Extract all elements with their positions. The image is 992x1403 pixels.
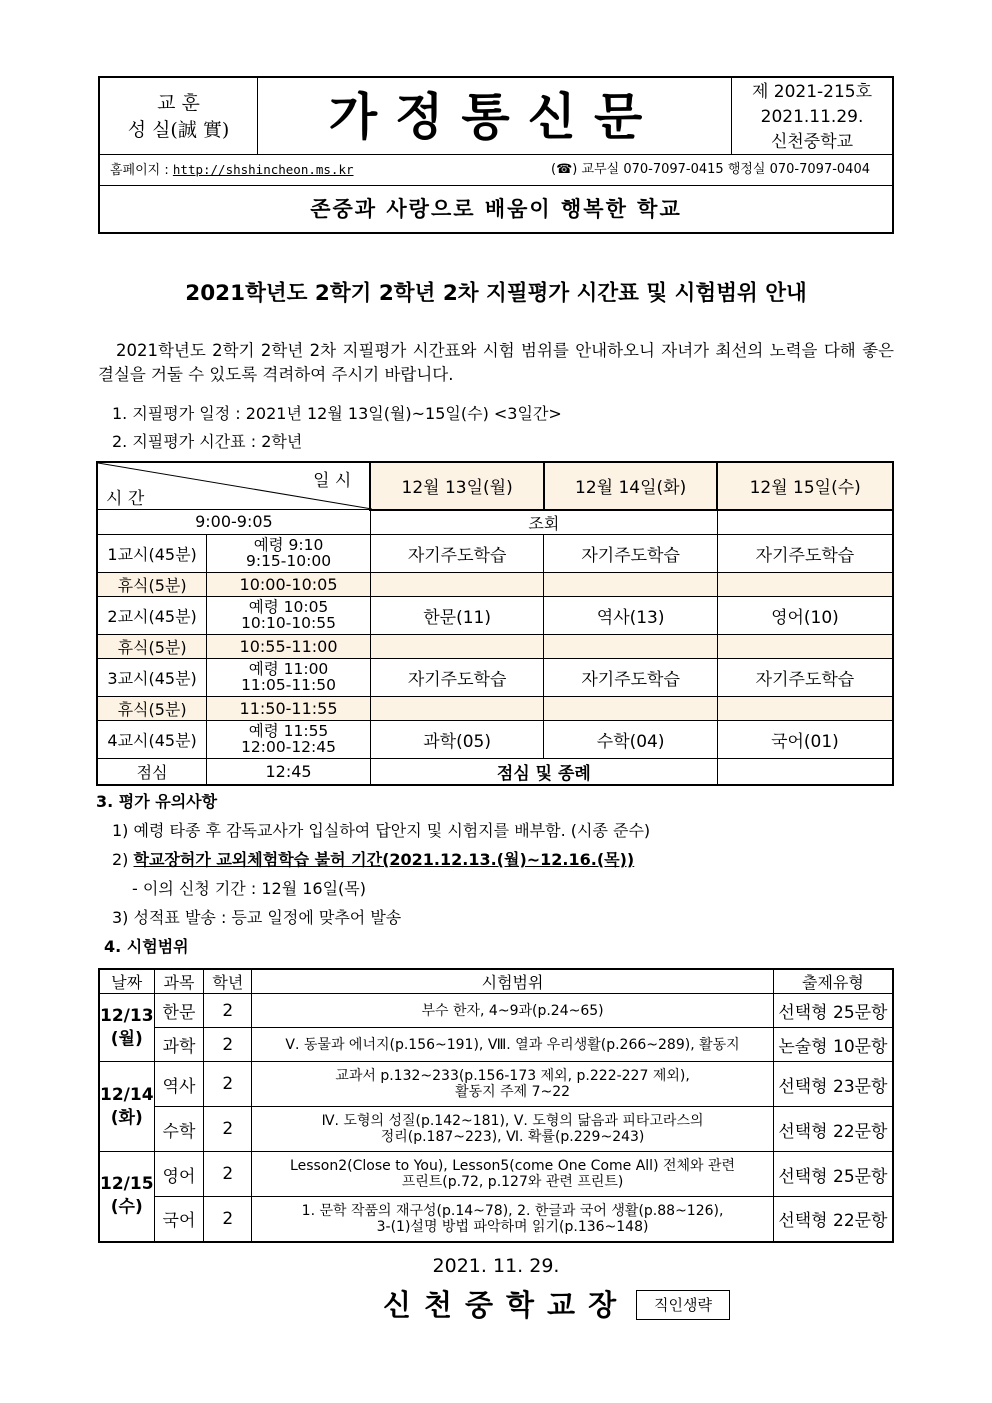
period-time xyxy=(207,658,371,696)
timetable-row xyxy=(97,658,893,696)
subject-cell: 과학(05) xyxy=(370,720,544,758)
exam-range-line: 프린트(p.72, p.127와 관련 프린트) xyxy=(401,1174,624,1190)
empty-cell xyxy=(717,572,893,596)
warning-bell-time: 예령 9:10 xyxy=(253,536,324,554)
contact-row xyxy=(100,155,892,186)
timetable-heading: 2. 지필평가 시간표 : 2학년 xyxy=(112,432,303,451)
warning-bell-time: 예령 11:55 xyxy=(248,722,329,740)
corner-time-label: 시 간 xyxy=(106,489,145,509)
grade: 2 xyxy=(204,1107,252,1152)
range-row xyxy=(99,1197,893,1242)
timetable-corner-cell xyxy=(97,462,370,510)
subject-cell: 역사(13) xyxy=(544,596,718,634)
timetable-header-row xyxy=(97,462,893,510)
exam-time: 11:05-11:50 xyxy=(241,676,336,694)
subject-name: 영어 xyxy=(154,1152,204,1197)
timetable-row xyxy=(97,596,893,634)
exam-range xyxy=(252,1152,774,1197)
subject-cell: 자기주도학습 xyxy=(544,534,718,572)
question-type: 논술형 10문항 xyxy=(773,1028,893,1062)
break-time: 10:55-11:00 xyxy=(207,634,371,658)
date-header: 12월 14일(화) xyxy=(544,462,718,510)
exam-range-line: 정리(p.187~223), Ⅵ. 확률(p.229~243) xyxy=(380,1129,645,1145)
document-title: 2021학년도 2학기 2학년 2차 지필평가 시간표 및 시험범위 안내 xyxy=(185,281,807,306)
exam-range: 부수 한자, 4~9과(p.24~65) xyxy=(252,994,774,1028)
empty-cell xyxy=(370,634,544,658)
school-name: 신천중학교 xyxy=(770,132,854,152)
exam-range-table xyxy=(98,968,894,1243)
exam-day: (화) xyxy=(110,1107,143,1128)
empty-cell xyxy=(717,696,893,720)
header-top-row xyxy=(100,78,892,155)
period-label: 4교시(45분) xyxy=(97,720,207,758)
exam-range-line: 교과서 p.132~233(p.156-173 제외, p.222-227 제외), xyxy=(335,1068,690,1084)
seal-omitted-stamp: 직인생략 xyxy=(636,1290,730,1320)
question-type: 선택형 22문항 xyxy=(773,1107,893,1152)
exam-time: 9:15-10:00 xyxy=(245,552,332,570)
subject-name: 한문 xyxy=(154,994,204,1028)
exam-date: 12/15 xyxy=(100,1174,154,1195)
subject-cell: 자기주도학습 xyxy=(544,658,718,696)
motto-label: 교 훈 xyxy=(157,92,200,114)
empty-cell xyxy=(717,758,893,785)
school-motto xyxy=(100,78,258,155)
range-row xyxy=(99,1107,893,1152)
subject-name: 국어 xyxy=(154,1197,204,1242)
newsletter-header xyxy=(98,76,894,234)
issue-date: 2021.11.29. xyxy=(760,107,864,127)
question-type: 선택형 25문항 xyxy=(773,1152,893,1197)
subject-cell: 자기주도학습 xyxy=(370,534,544,572)
lunch-label: 점심 xyxy=(97,758,207,785)
empty-cell xyxy=(717,634,893,658)
column-header: 과목 xyxy=(154,969,204,994)
assembly-time: 9:00-9:05 xyxy=(97,510,370,535)
exam-range-line: 활동지 주제 7~22 xyxy=(455,1084,571,1100)
notice-subitem: - 이의 신청 기간 : 12월 16일(목) xyxy=(132,879,366,898)
grade: 2 xyxy=(204,1152,252,1197)
intro-paragraph: 2021학년도 2학기 2학년 2차 지필평가 시간표와 시험 범위를 안내하오니 자녀가 최선의 노력을 다해 좋은 결실을 거둘 수 있도록 격려하여 주시기 바랍니다. xyxy=(98,341,894,384)
exam-date: 12/14 xyxy=(100,1084,154,1105)
exam-range-heading: 4. 시험범위 xyxy=(104,937,189,956)
notice-item xyxy=(112,847,634,870)
phone-numbers: (☎) 교무실 070-7097-0415 행정실 070-7097-0404 xyxy=(551,162,870,177)
exam-range-line: Ⅳ. 도형의 성질(p.142~181), Ⅴ. 도형의 닮음과 피타고라스의 xyxy=(321,1113,704,1129)
exam-date-cell xyxy=(99,994,154,1062)
issue-footer-date: 2021. 11. 29. xyxy=(432,1255,560,1277)
range-row xyxy=(99,1062,893,1107)
empty-cell xyxy=(544,634,718,658)
timetable-row xyxy=(97,720,893,758)
exam-time: 12:00-12:45 xyxy=(241,738,336,756)
subject-name: 수학 xyxy=(154,1107,204,1152)
break-row xyxy=(97,696,893,720)
homepage xyxy=(110,155,354,186)
homepage-link[interactable]: http://shshincheon.ms.kr xyxy=(172,162,354,177)
column-header: 출제유형 xyxy=(773,969,893,994)
range-row xyxy=(99,1152,893,1197)
notice-item: 1) 예령 타종 후 감독교사가 입실하여 답안지 및 시험지를 배부함. (시종 준수) xyxy=(112,821,651,840)
question-type: 선택형 25문항 xyxy=(773,994,893,1028)
exam-timetable xyxy=(96,461,894,786)
question-type: 선택형 22문항 xyxy=(773,1197,893,1242)
issue-info xyxy=(732,78,892,155)
subject-cell: 수학(04) xyxy=(544,720,718,758)
range-row xyxy=(99,1028,893,1062)
exam-date: 12/13 xyxy=(100,1005,154,1026)
notice-item: 3) 성적표 발송 : 등교 일정에 맞추어 발송 xyxy=(112,908,402,927)
lunch-row xyxy=(97,758,893,785)
period-label: 2교시(45분) xyxy=(97,596,207,634)
school-slogan: 존중과 사랑으로 배움이 행복한 학교 xyxy=(310,197,682,221)
grade: 2 xyxy=(204,1028,252,1062)
empty-cell xyxy=(544,696,718,720)
exam-date-cell xyxy=(99,1062,154,1152)
exam-day: (월) xyxy=(110,1028,143,1049)
issue-number: 제 2021-215호 xyxy=(751,82,873,102)
period-time xyxy=(207,534,371,572)
grade: 2 xyxy=(204,1197,252,1242)
empty-cell xyxy=(370,572,544,596)
subject-cell: 자기주도학습 xyxy=(717,658,893,696)
principal-signature: 신천중학교장 xyxy=(383,1288,630,1322)
timetable-row xyxy=(97,510,893,535)
warning-bell-time: 예령 10:05 xyxy=(248,598,329,616)
exam-schedule: 1. 지필평가 일정 : 2021년 12월 13일(월)~15일(수) <3일간> xyxy=(112,404,562,423)
break-time: 10:00-10:05 xyxy=(207,572,371,596)
exam-range-line: 1. 문학 작품의 재구성(p.14~78), 2. 한글과 국어 생활(p.88~126), xyxy=(301,1202,724,1219)
timetable-row xyxy=(97,534,893,572)
period-label: 3교시(45분) xyxy=(97,658,207,696)
notice-item-highlight: 학교장허가 교외체험학습 불허 기간(2021.12.13.(월)~12.16.(목)) xyxy=(133,850,635,869)
subject-cell: 한문(11) xyxy=(370,596,544,634)
column-header: 날짜 xyxy=(99,969,154,994)
corner-date-label: 일 시 xyxy=(313,471,352,491)
exam-day: (수) xyxy=(110,1197,143,1218)
notice-heading: 3. 평가 유의사항 xyxy=(96,792,218,811)
break-label: 휴식(5분) xyxy=(97,696,207,720)
date-header: 12월 15일(수) xyxy=(717,462,893,510)
exam-range: Ⅴ. 동물과 에너지(p.156~191), Ⅷ. 열과 우리생활(p.266~289), 활동지 xyxy=(252,1028,774,1062)
subject-name: 과학 xyxy=(154,1028,204,1062)
lunch-time: 12:45 xyxy=(207,758,371,785)
motto-text: 성 실(誠 實) xyxy=(127,119,230,141)
assembly-label: 조회 xyxy=(370,510,717,535)
question-type: 선택형 23문항 xyxy=(773,1062,893,1107)
exam-range-line: 3-(1)설명 방법 파악하며 읽기(p.136~148) xyxy=(376,1218,649,1235)
exam-range xyxy=(252,1062,774,1107)
break-label: 휴식(5분) xyxy=(97,634,207,658)
range-row xyxy=(99,994,893,1028)
exam-time: 10:10-10:55 xyxy=(241,614,336,632)
subject-cell: 국어(01) xyxy=(717,720,893,758)
column-header: 학년 xyxy=(204,969,252,994)
exam-range xyxy=(252,1197,774,1242)
empty-cell xyxy=(370,696,544,720)
grade: 2 xyxy=(204,1062,252,1107)
subject-name: 역사 xyxy=(154,1062,204,1107)
notice-item-number: 2) xyxy=(112,850,134,869)
empty-cell xyxy=(544,572,718,596)
column-header: 시험범위 xyxy=(252,969,774,994)
warning-bell-time: 예령 11:00 xyxy=(248,660,329,678)
empty-cell xyxy=(717,510,893,535)
exam-date-cell xyxy=(99,1152,154,1242)
newsletter-title: 가정통신문 xyxy=(258,78,732,155)
grade: 2 xyxy=(204,994,252,1028)
exam-range xyxy=(252,1107,774,1152)
break-time: 11:50-11:55 xyxy=(207,696,371,720)
period-time xyxy=(207,720,371,758)
lunch-event: 점심 및 종례 xyxy=(370,758,717,785)
break-label: 휴식(5분) xyxy=(97,572,207,596)
subject-cell: 자기주도학습 xyxy=(370,658,544,696)
period-time xyxy=(207,596,371,634)
date-header: 12월 13일(월) xyxy=(370,462,544,510)
break-row xyxy=(97,634,893,658)
homepage-label: 홈페이지 : xyxy=(110,163,173,178)
subject-cell: 영어(10) xyxy=(717,596,893,634)
period-label: 1교시(45분) xyxy=(97,534,207,572)
subject-cell: 자기주도학습 xyxy=(717,534,893,572)
exam-range-line: Lesson2(Close to You), Lesson5(come One Come All) 전체와 관련 xyxy=(290,1158,736,1174)
range-header-row xyxy=(99,969,893,994)
break-row xyxy=(97,572,893,596)
